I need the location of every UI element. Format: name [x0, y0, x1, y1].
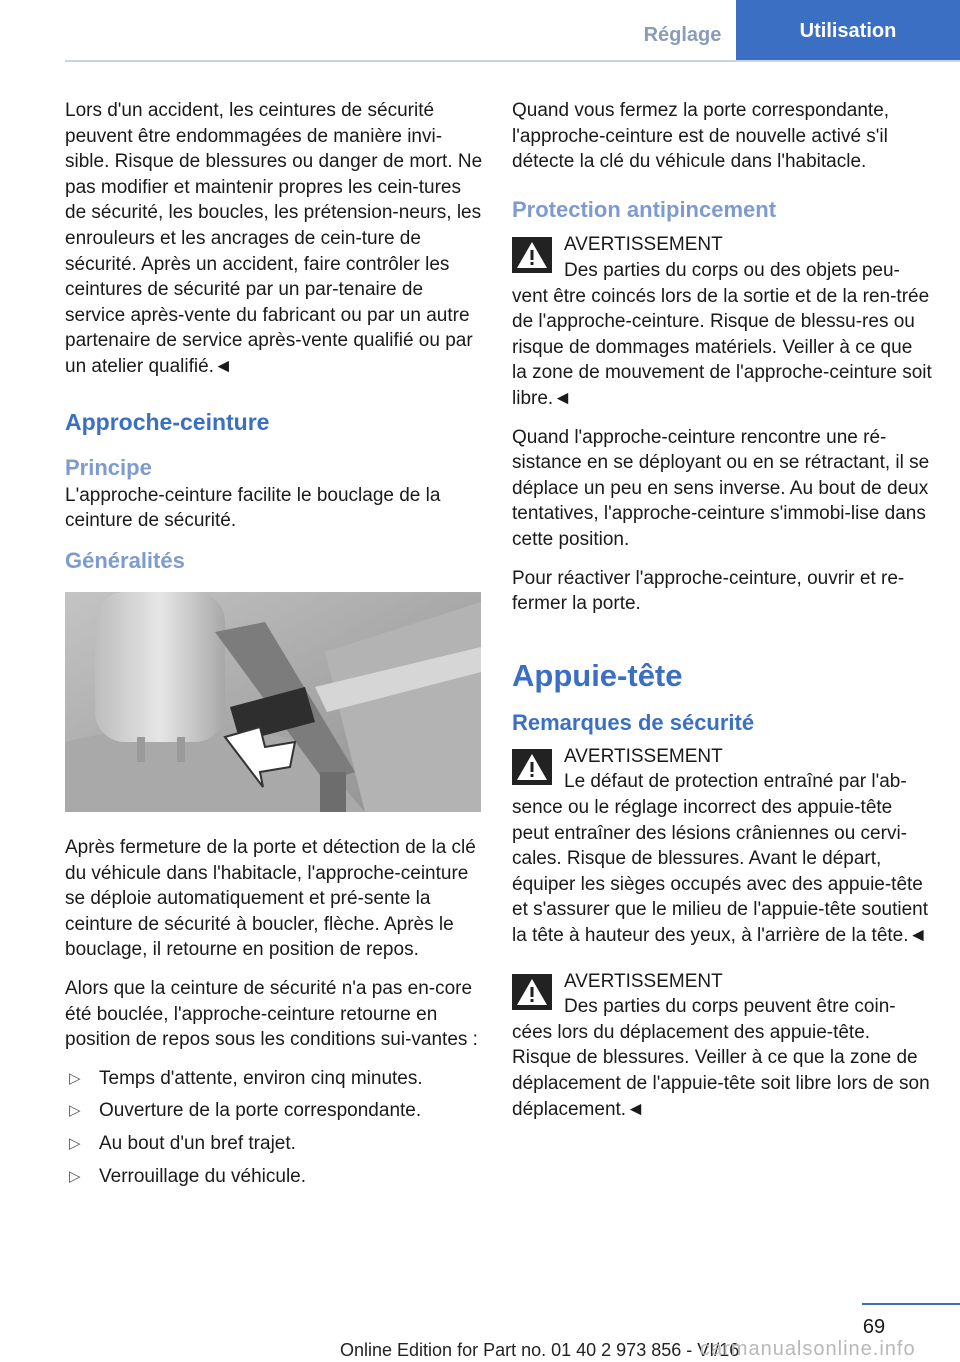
list-item: ▷ Verrouillage du véhicule.	[65, 1164, 483, 1190]
triangle-right-icon: ▷	[69, 1069, 81, 1087]
triangle-right-icon: ▷	[69, 1167, 81, 1185]
footer-divider	[862, 1303, 960, 1305]
warning-block-1	[512, 232, 932, 411]
triangle-right-icon: ▷	[69, 1135, 81, 1153]
principe-paragraph: L'approche-ceinture facilite le bouclage de la ceinture de sécurité.	[65, 484, 441, 532]
warning-title: AVERTISSEMENT	[564, 234, 723, 256]
edition-text: Online Edition for Part no. 01 40 2 973 856 - VI/16	[340, 1340, 740, 1360]
warning-icon	[512, 749, 552, 785]
header-tab-reglage[interactable]: Réglage	[643, 24, 722, 46]
warning-icon	[512, 237, 552, 273]
heading-approche-ceinture: Approche-ceinture	[65, 408, 270, 435]
conditions-list	[65, 1066, 483, 1189]
heading-protection-antipincement: Protection antipincement	[512, 196, 777, 222]
header-divider	[65, 60, 960, 62]
warning-block-2	[512, 744, 932, 949]
right-column	[512, 98, 932, 1135]
heading-remarques-securite: Remarques de sécurité	[512, 710, 755, 736]
apres-paragraph: Après fermeture de la porte et détection de la clé du véhicule dans l'habitacle, l'approche-ceinture se déploie automatiquement et pré-sente la ceinture de sécurité à boucler, flèche. Après le bouclage, il retourne en position de repos.	[65, 837, 476, 961]
list-item: ▷ Temps d'attente, environ cinq minutes.	[65, 1066, 483, 1092]
heading-generalites: Généralités	[65, 547, 185, 573]
quand-paragraph: Quand vous fermez la porte correspondante, l'approche-ceinture est de nouvelle activé s'il détecte la clé du véhicule dans l'habitacle.	[512, 100, 890, 173]
header-tab-utilisation[interactable]: Utilisation	[736, 0, 960, 62]
heading-principe: Principe	[65, 455, 152, 481]
intro-paragraph: Lors d'un accident, les ceintures de sécurité peuvent être endommagées de manière invi-sible. Risque de blessures ou danger de mort. Ne pas modifier et maintenir propres les cein-tures de sécurité, les boucles, les prétension-neurs, les enrouleurs et les ancrages de cein-ture de sécurité. Après un accident, faire contrôler les ceintures de sécurité par un par-tenaire de service après-vente du fabricant ou par un autre partenaire de service après-vente qualifié ou par un atelier qualifié.◄	[65, 100, 483, 377]
warning-title: AVERTISSEMENT	[564, 745, 723, 767]
warning-text: Des parties du corps ou des objets peu-vent être coincés lors de la sortie et de la ren-trée de l'approche-ceinture. Risque de blessu-res ou risque de dommages matériels. Veiller à ce que la zone de mouvement de l'approche-ceinture soit libre.◄	[512, 259, 932, 409]
list-item: ▷ Au bout d'un bref trajet.	[65, 1131, 483, 1157]
list-item: ▷ Ouverture de la porte correspondante.	[65, 1098, 483, 1124]
left-column	[65, 98, 483, 1196]
warning-text: Le défaut de protection entraîné par l'ab-sence ou le réglage incorrect des appuie-tête peut entraîner des lésions crâniennes ou cervi-cales. Risque de blessures. Avant le départ, équiper les sièges occupés avec des appuie-tête et s'assurer que le milieu de l'appuie-tête soutient la tête à hauteur des yeux, à l'arrière de la tête.◄	[512, 771, 928, 947]
warning-title: AVERTISSEMENT	[564, 970, 723, 992]
rencontre-paragraph: Quand l'approche-ceinture rencontre une ré-sistance en se déployant ou en se rétractant, il se déplace un peu en sens inverse. Au bout de deux tentatives, l'approche-ceinture s'immobi-lise dans cette position.	[512, 426, 930, 550]
page-header	[0, 0, 960, 62]
warning-block-3	[512, 969, 932, 1123]
heading-appuie-tete: Appuie-tête	[512, 657, 683, 693]
warning-icon	[512, 974, 552, 1010]
warning-text: Des parties du corps peuvent être coin-cées lors du déplacement des appuie-tête. Risque de blessures. Veiller à ce que la zone de déplacement de l'appuie-tête soit libre lors de son déplacement.◄	[512, 996, 930, 1120]
reactiver-paragraph: Pour réactiver l'approche-ceinture, ouvrir et re-fermer la porte.	[512, 567, 905, 615]
watermark: carmanualsonline.info	[700, 1338, 916, 1360]
seat-belt-illustration	[65, 592, 481, 812]
triangle-right-icon: ▷	[69, 1102, 81, 1120]
alors-paragraph: Alors que la ceinture de sécurité n'a pas en-core été bouclée, l'approche-ceinture retourne en position de repos sous les conditions sui-vantes :	[65, 978, 478, 1051]
page-number: 69	[862, 1316, 886, 1338]
